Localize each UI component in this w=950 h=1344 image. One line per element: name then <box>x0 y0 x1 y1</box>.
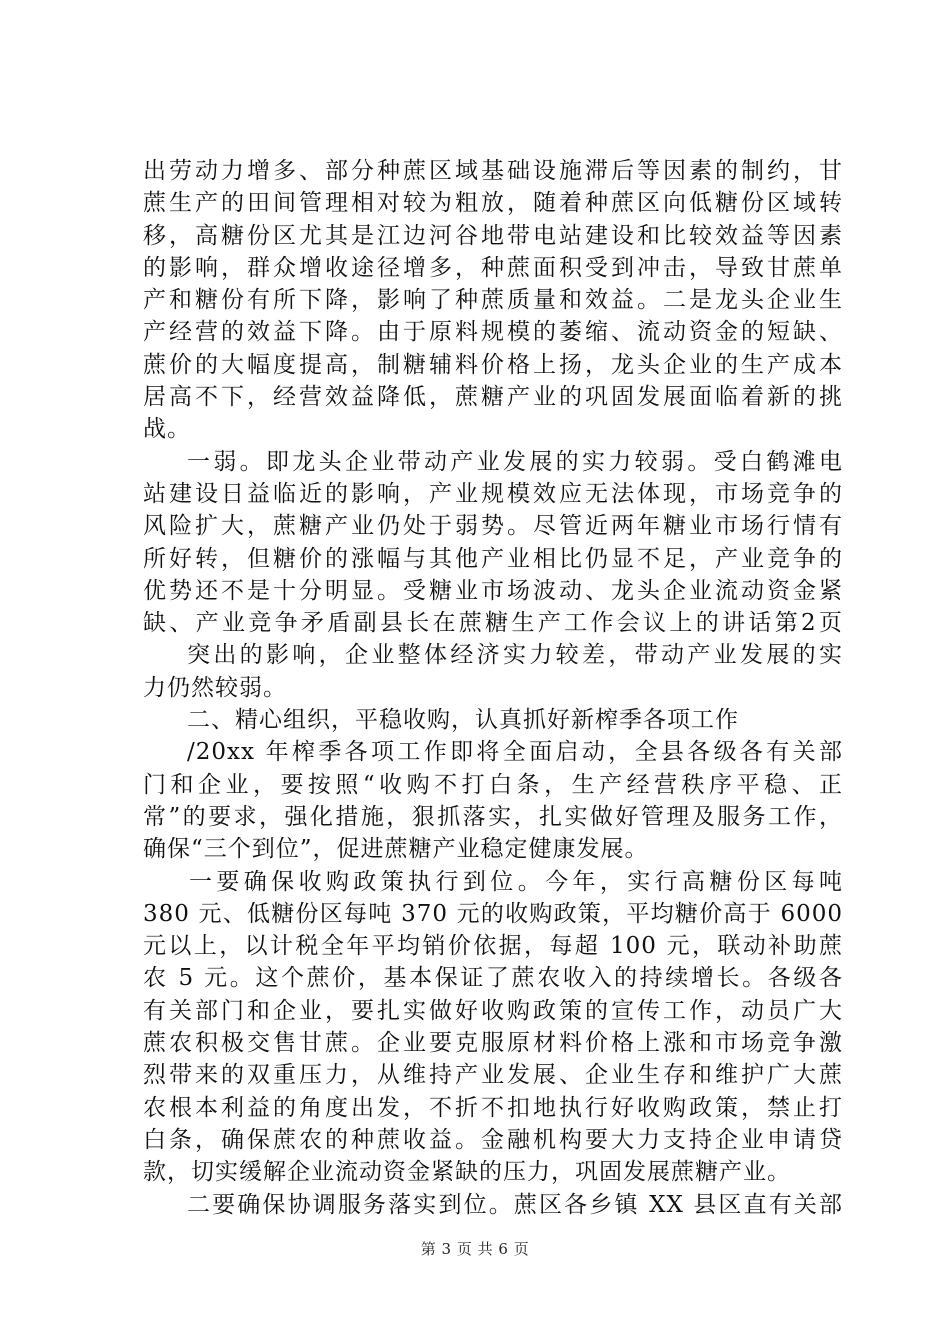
text-line: 烈带来的双重压力，从维持产业发展、企业生存和维护广大蔗 <box>143 1062 843 1089</box>
text-line: 白条，确保蔗农的种蔗收益。金融机构要大力支持企业申请贷 <box>143 1126 843 1153</box>
text-line: /20xx 年榨季各项工作即将全面启动，全县各级各有关部 <box>187 739 843 766</box>
text-line: 出劳动力增多、部分种蔗区域基础设施滞后等因素的制约，甘 <box>143 158 843 184</box>
text-line: 有关部门和企业，要扎实做好收购政策的宣传工作，动员广大 <box>143 997 843 1024</box>
text-line: 元以上，以计税全年平均销价依据，每超 100 元，联动补助蔗 <box>143 933 843 960</box>
text-line: 常”的要求，强化措施，狠抓落实，扎实做好管理及服务工作， <box>143 803 843 830</box>
text-line: 风险扩大，蔗糖产业仍处于弱势。尽管近两年糖业市场行情有 <box>143 513 843 540</box>
text-line: 优势还不是十分明显。受糖业市场波动、龙头企业流动资金紧 <box>143 577 843 604</box>
text-line: 确保“三个到位”，促进蔗糖产业稳定健康发展。 <box>143 836 649 863</box>
page-footer: 第 3 页 共 6 页 <box>420 1240 530 1258</box>
text-line: 门和企业，要按照“收购不打白条，生产经营秩序平稳、正 <box>143 771 843 798</box>
text-line: 缺、产业竞争矛盾副县长在蔗糖生产工作会议上的讲话第2页 <box>143 610 843 637</box>
text-line: 的影响，群众增收途径增多，种蔗面积受到冲击，导致甘蔗单 <box>143 254 843 281</box>
text-line: 产和糖份有所下降，影响了种蔗质量和效益。二是龙头企业生 <box>143 287 843 314</box>
text-line: 蔗农积极交售甘蔗。企业要克服原材料价格上涨和市场竞争激 <box>143 1030 843 1057</box>
text-line: 农 5 元。这个蔗价，基本保证了蔗农收入的持续增长。各级各 <box>143 965 843 992</box>
text-line: 款，切实缓解企业流动资金紧缺的压力，巩固发展蔗糖产业。 <box>143 1159 791 1186</box>
text-line: 蔗生产的田间管理相对较为粗放，随着种蔗区向低糖份区域转 <box>143 190 843 217</box>
text-line: 产经营的效益下降。由于原料规模的萎缩、流动资金的短缺、 <box>143 319 843 346</box>
text-line: 一要确保收购政策执行到位。今年，实行高糖份区每吨 <box>189 868 843 895</box>
text-line: 突出的影响，企业整体经济实力较差，带动产业发展的实 <box>187 642 843 669</box>
document-body <box>143 155 843 1221</box>
text-line: 380 元、低糖份区每吨 370 元的收购政策，平均糖价高于 6000 <box>143 900 843 927</box>
text-line: 力仍然较弱。 <box>143 674 287 701</box>
text-line: 站建设日益临近的影响，产业规模效应无法体现，市场竞争的 <box>143 480 843 507</box>
text-line: 战。 <box>143 416 191 443</box>
text-line: 居高不下，经营效益降低，蔗糖产业的巩固发展面临着新的挑 <box>143 384 843 411</box>
text-line: 蔗价的大幅度提高，制糖辅料价格上扬，龙头企业的生产成本 <box>143 351 843 378</box>
text-line: 农根本利益的角度出发，不折不扣地执行好收购政策，禁止打 <box>143 1094 843 1121</box>
text-line: 一弱。即龙头企业带动产业发展的实力较弱。受白鹤滩电 <box>187 448 843 475</box>
text-line: 二要确保协调服务落实到位。蔗区各乡镇 XX 县区直有关部 <box>187 1191 843 1218</box>
section-heading: 二、精心组织，平稳收购，认真抓好新榨季各项工作 <box>187 707 739 734</box>
text-line: 移，高糖份区尤其是江边河谷地带电站建设和比较效益等因素 <box>143 222 843 249</box>
text-line: 所好转，但糖价的涨幅与其他产业相比仍显不足，产业竞争的 <box>143 545 843 572</box>
